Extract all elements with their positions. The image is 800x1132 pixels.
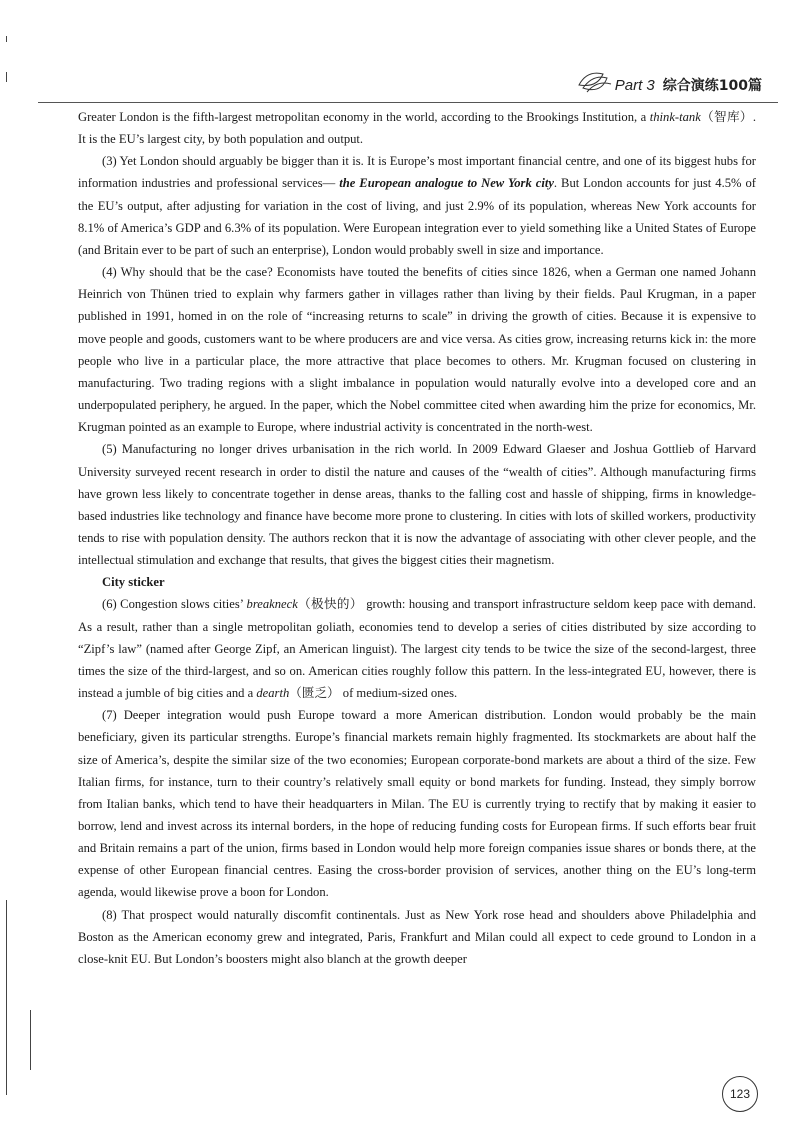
header-rule	[38, 102, 778, 103]
scan-margin-mark	[30, 1010, 31, 1070]
scan-margin-mark	[6, 900, 7, 1095]
paragraph-intro: Greater London is the fifth-largest metropolitan economy in the world, according to the Brookings Institution, a think-tank（智库）. It is the EU’s largest city, by both population and output.	[78, 110, 756, 147]
paragraph-8: (8) That prospect would naturally discomfit continentals. Just as New York rose head and shoulders above Philadelphia and Boston as the American economy grew and integrated, Paris, Frankfurt and Milan could all expect to cede ground to London in a close-knit EU. But London’s boosters might also blanch at the growth deeper	[78, 907, 756, 966]
paragraph-3: (3) Yet London should arguably be bigger than it is. It is Europe’s most important financial centre, and one of its biggest hubs for information industries and professional services— the European analogue to New York city. But London accounts for just 4.5% of the EU’s output, after adjusting for variation in the cost of living, and just 2.9% of its population, whereas New York accounts for 8.1% of America’s GDP and 6.3% of its population. Were European integration ever to yield something like a United States of Europe (and Britain ever to be part of such an enterprise), London would probably swell in size and importance.	[78, 154, 756, 257]
paragraph-6: (6) Congestion slows cities’ breakneck（极快的） growth: housing and transport infrastructure seldom keep pace with demand. As a result, rather than a single metropolitan goliath, economies tend to develop a series of cities distributed by size according to “Zipf’s law” (named after George Zipf, an American linguist). The largest city tends to be twice the size of the second-largest, three times the size of the third-largest, and so on. American cities roughly follow this pattern. In the less-integrated EU, however, there is instead a jumble of big cities and a dearth（匮乏） of medium-sized ones.	[78, 597, 757, 701]
paragraph-4: (4) Why should that be the case? Economists have touted the benefits of cities since 1826, when a German one named Johann Heinrich von Thünen tried to explain why farmers gather in villages rather than living by their fields. Paul Krugman, in a paper published in 1991, homed in on the role of “increasing returns to scale” in driving the growth of cities. Because it is expensive to move people and goods, customers want to be where producers are and vice versa. As cities grow, increasing returns kick in: the more people who live in a particular place, the more attractive that place becomes to others. Mr. Krugman focused on clustering in manufacturing. Two trading regions with a slight imbalance in population would naturally evolve into a developed core and an underpopulated periphery, he argued. In the paper, which the Nobel committee cited when awarding him the prize for economics, Mr. Krugman pointed as an example to Europe, where industrial activity is concentrated in the north-west.	[78, 265, 756, 435]
page-number: 123	[722, 1076, 758, 1112]
leaf-ornament-icon	[573, 68, 613, 102]
running-header	[573, 68, 762, 102]
paragraph-7: (7) Deeper integration would push Europe toward a more American distribution. London would probably be the main beneficiary, given its particular strengths. Europe’s financial markets remain highly fragmented. Its stockmarkets are about half the size of America’s, despite the similar size of the two economies; European corporate-bond markets are about a third of the size. Few Italian firms, for instance, turn to their country’s relatively small equity or bond markets for funding. Instead, they simply borrow from Italian banks, which tend to have their headquarters in Milan. The EU is currently trying to rectify that by making it easier to borrow, lend and invest across its internal borders, in the hope of reducing funding costs for European firms. If such efforts bear fruit and Britain remains a part of the union, firms based in London would help more foreign companies issue shares or bonds there, at the expense of other European financial centres. Easing the cross-border provision of services, another thing on the EU’s long-term agenda, would likewise prove a boon for London.	[78, 708, 756, 900]
section-subheading: City sticker	[102, 575, 165, 590]
scan-margin-mark	[6, 36, 7, 42]
section-title: 综合演练100篇	[662, 78, 762, 94]
part-label: Part 3	[614, 76, 655, 94]
paragraph-5: (5) Manufacturing no longer drives urbanisation in the rich world. In 2009 Edward Glaeser and Joshua Gottlieb of Harvard University surveyed recent research in order to distil the nature and causes of the “wealth of cities”. Although manufacturing firms have grown less likely to concentrate together in dense areas, thanks to the falling cost and hassle of shipping, firms in knowledge-based industries like technology and finance have become more prone to clustering. In cities with lots of skilled workers, productivity tends to rise with population density. The authors reckon that it is now the advantage of associating with other clever people, and the intellectual stimulation and exchange that results, that gives the biggest cities their magnetism.	[78, 442, 756, 568]
glossed-term: breakneck	[246, 597, 298, 612]
glossed-term: dearth	[256, 686, 290, 701]
glossed-term: think-tank	[649, 110, 701, 124]
scan-margin-mark	[6, 72, 7, 82]
emphasized-phrase: the European analogue to New York city	[339, 176, 554, 191]
article-body	[78, 106, 756, 970]
